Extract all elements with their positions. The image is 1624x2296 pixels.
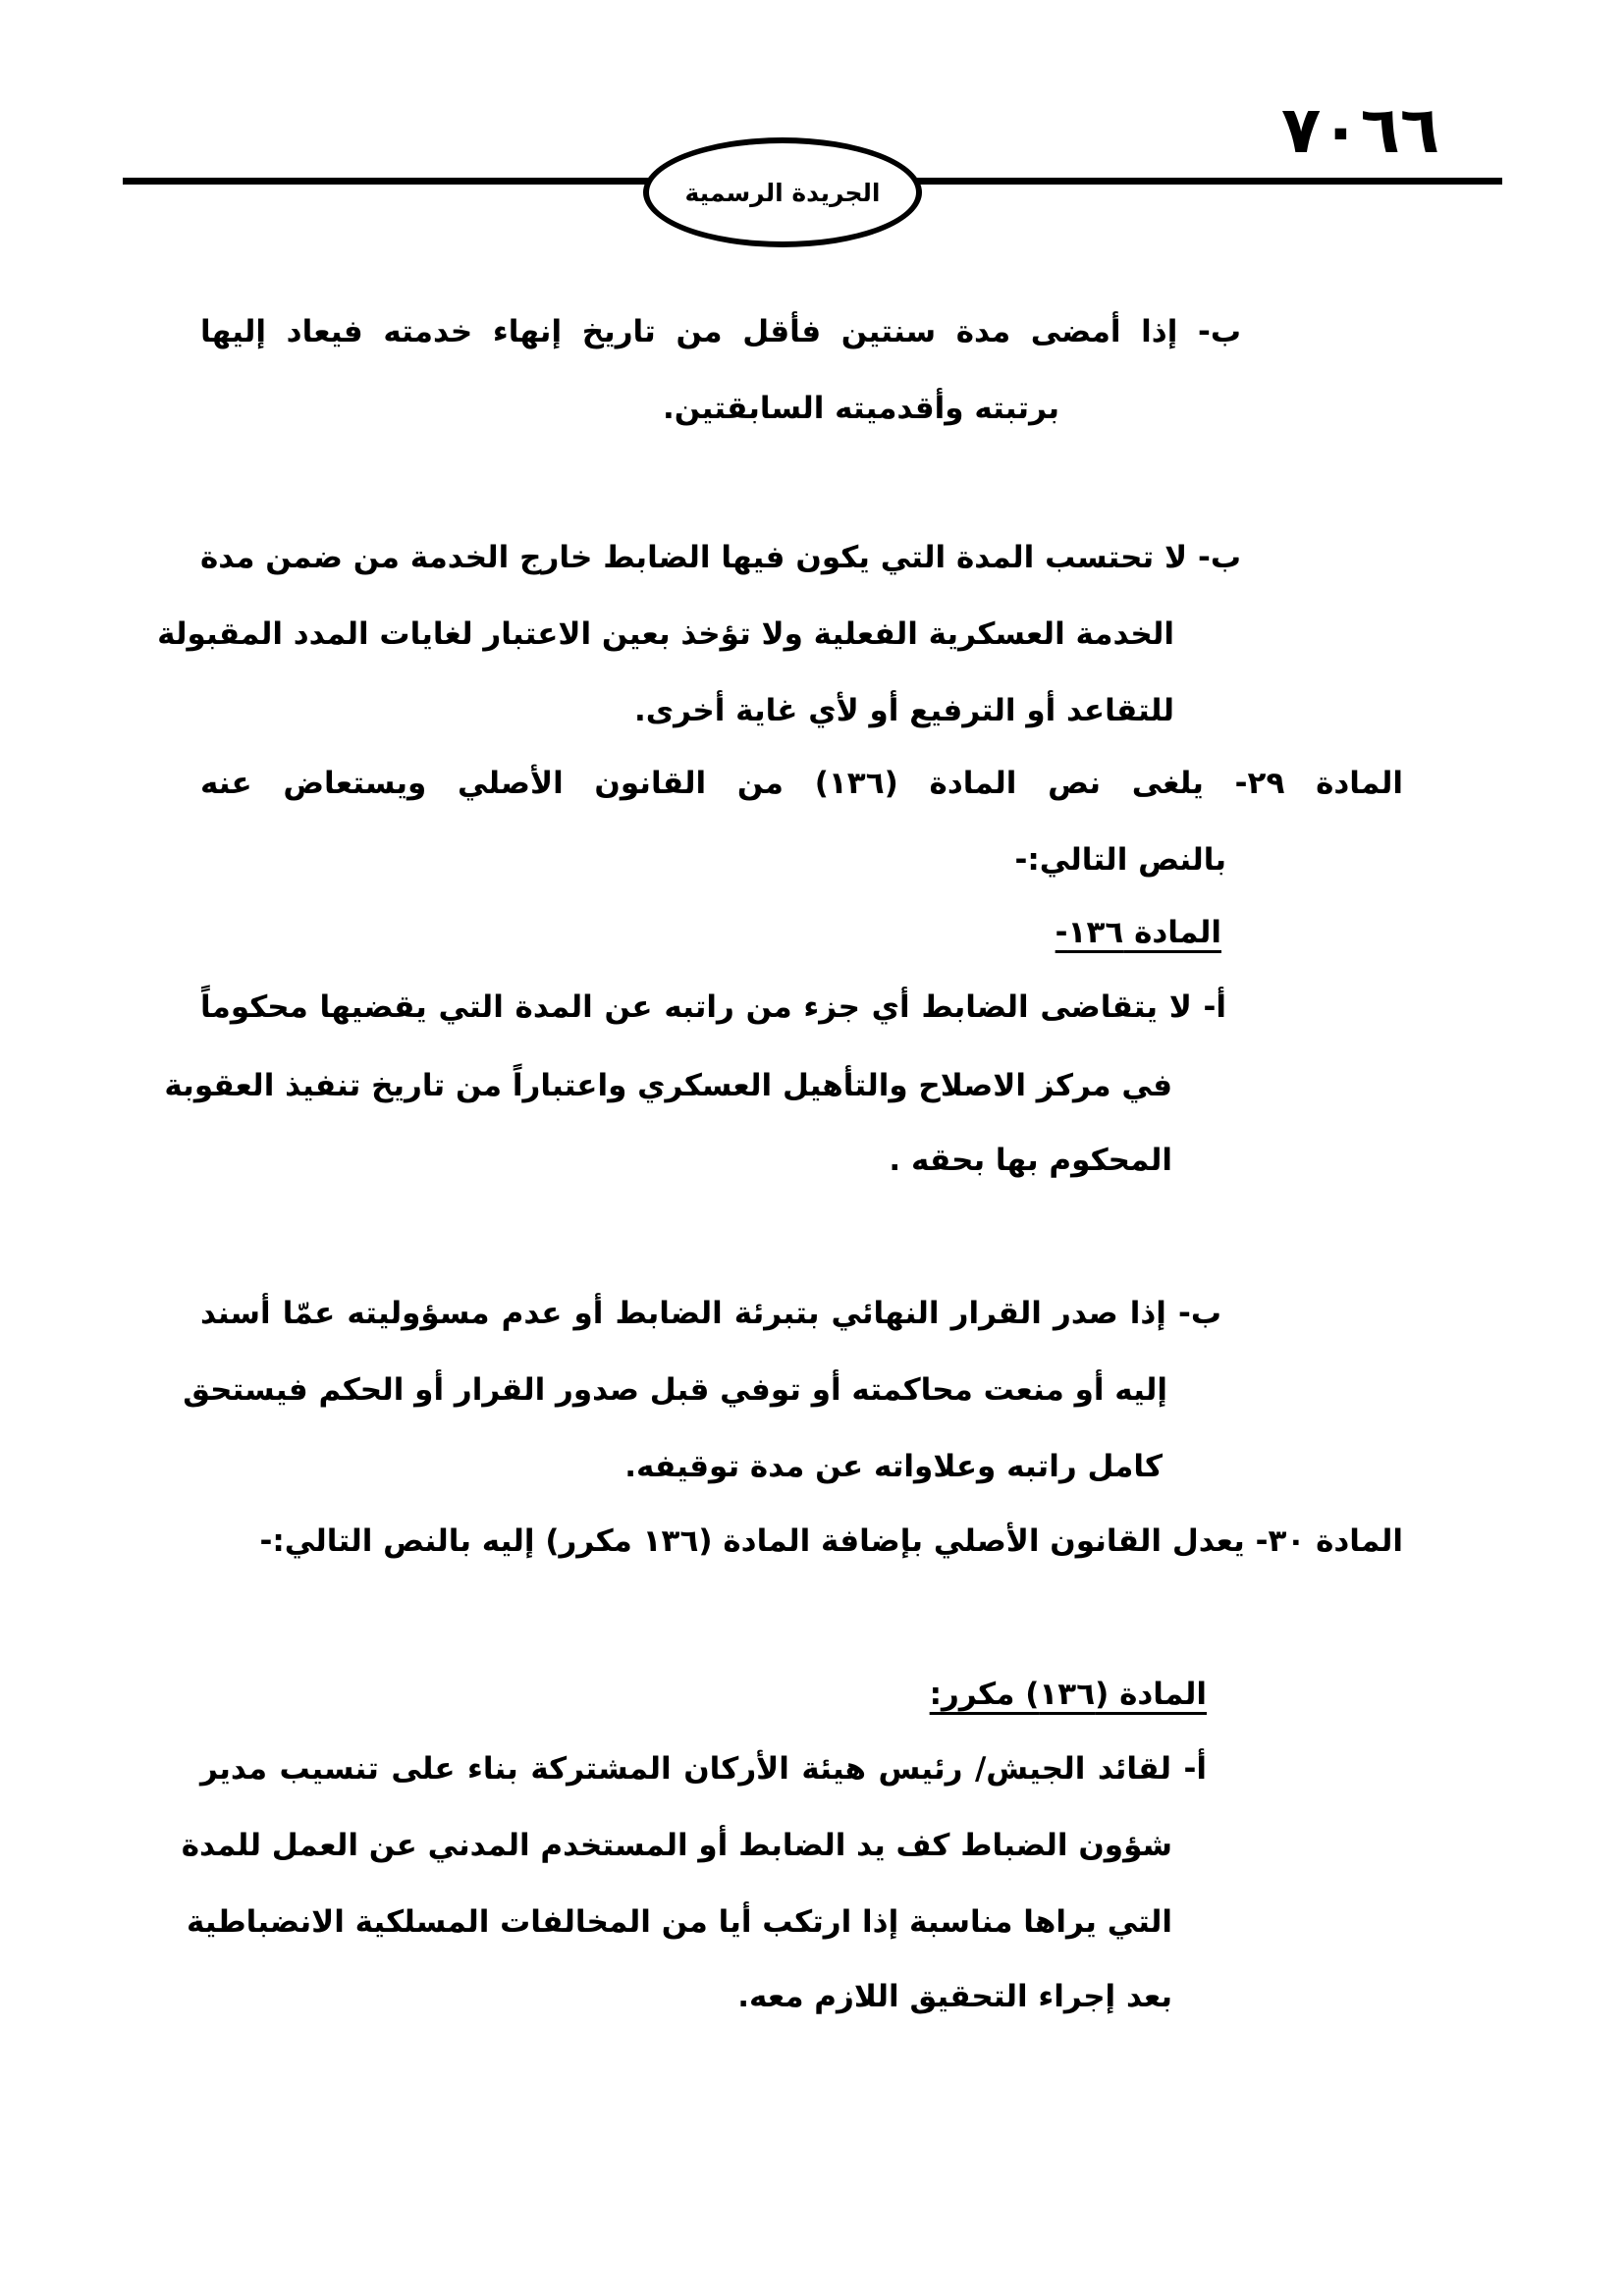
- text-line: ب- إذا أمضى مدة سنتين فأقل من تاريخ إنهاء خدمته فيعاد إليها: [200, 314, 1241, 349]
- text-line: التي يراها مناسبة إذا ارتكب أيا من المخالفات المسلكية الانضباطية: [187, 1904, 1172, 1940]
- text-line: بالنص التالي:-: [1014, 842, 1226, 878]
- gazette-title: الجريدة الرسمية: [684, 178, 881, 207]
- article-heading: المادة ١٣٦-: [1055, 915, 1221, 950]
- text-line: ب- إذا صدر القرار النهائي بتبرئة الضابط أو عدم مسؤوليته عمّا أسند: [200, 1296, 1221, 1331]
- text-line: أ- لا يتقاضى الضابط أي جزء من راتبه عن المدة التي يقضيها محكوماً: [200, 989, 1226, 1025]
- text-line: الخدمة العسكرية الفعلية ولا تؤخذ بعين الاعتبار لغايات المدد المقبولة: [157, 616, 1174, 652]
- text-line: في مركز الاصلاح والتأهيل العسكري واعتباراً من تاريخ تنفيذ العقوبة: [164, 1068, 1172, 1103]
- text-line: أ- لقائد الجيش/ رئيس هيئة الأركان المشتركة بناء على تنسيب مدير: [200, 1751, 1207, 1787]
- text-line: شؤون الضباط كف يد الضابط أو المستخدم المدني عن العمل للمدة: [181, 1828, 1172, 1863]
- gazette-title-oval: [643, 137, 922, 247]
- text-line: المحكوم بها بحقه .: [889, 1143, 1172, 1178]
- article-heading: المادة (١٣٦) مكرر:: [929, 1677, 1207, 1712]
- text-line: المادة ٢٩- يلغى نص المادة (١٣٦) من القانون الأصلي ويستعاض عنه: [200, 766, 1403, 801]
- page-number: ٧٠٦٦: [1281, 92, 1440, 168]
- text-line: برتبته وأقدميته السابقتين.: [662, 391, 1059, 426]
- text-line: المادة ٣٠- يعدل القانون الأصلي بإضافة المادة (١٣٦ مكرر) إليه بالنص التالي:-: [259, 1523, 1403, 1559]
- text-line: للتقاعد أو الترفيع أو لأي غاية أخرى.: [633, 693, 1174, 728]
- text-line: بعد إجراء التحقيق اللازم معه.: [737, 1979, 1172, 2014]
- text-line: إليه أو منعت محاكمته أو توفي قبل صدور القرار أو الحكم فيستحق: [183, 1372, 1167, 1408]
- text-line: كامل راتبه وعلاواته عن مدة توقيفه.: [624, 1449, 1163, 1484]
- text-line: ب- لا تحتسب المدة التي يكون فيها الضابط خارج الخدمة من ضمن مدة: [200, 540, 1241, 575]
